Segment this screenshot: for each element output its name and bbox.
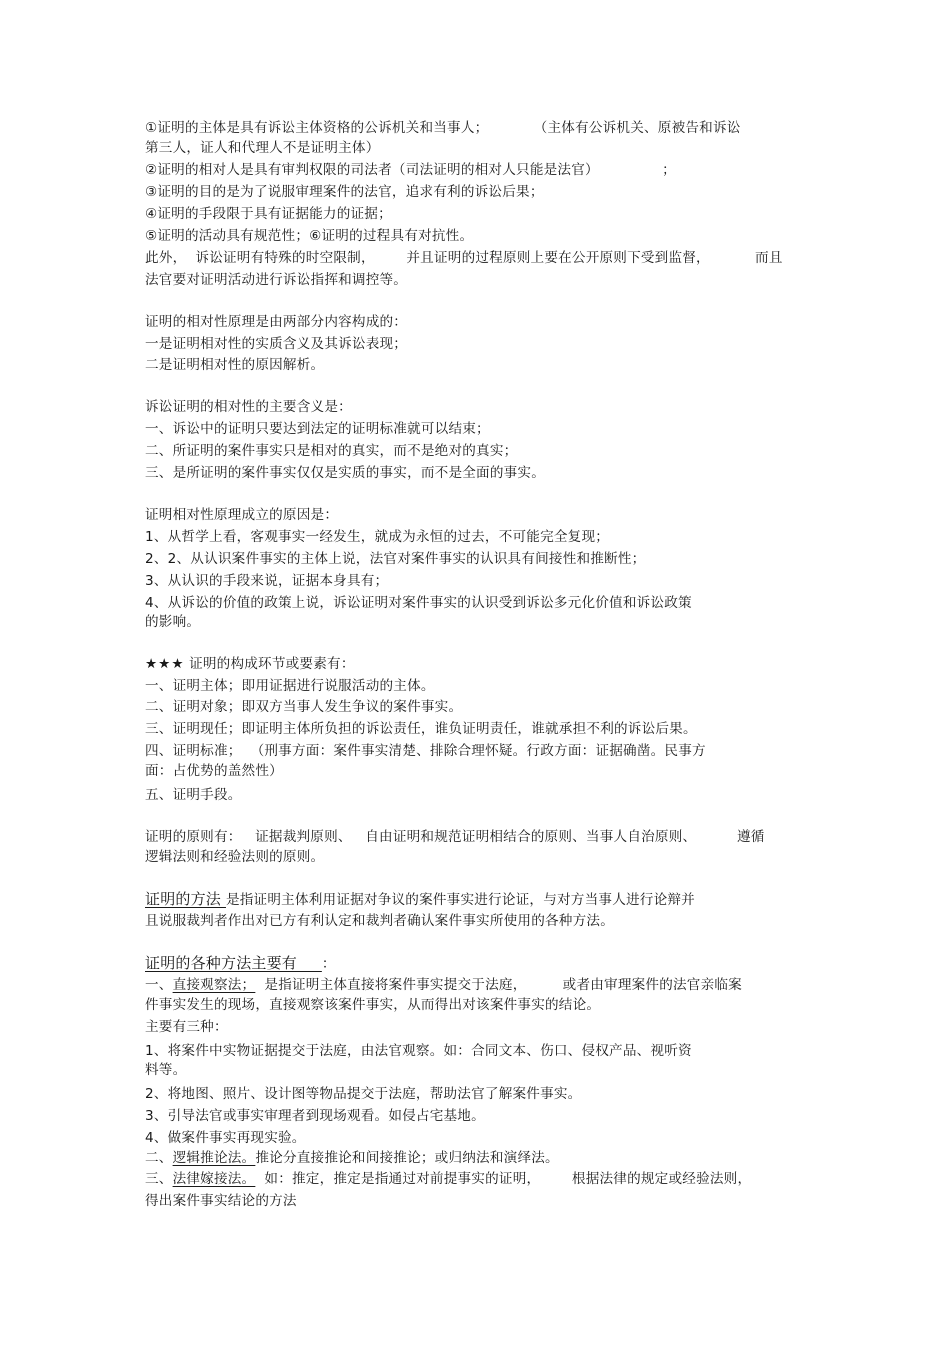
text-line: 2、2、从认识案件事实的主体上说，法官对案件事实的认识具有间接性和推断性； [145, 551, 646, 567]
list-item: 2、将地图、照片、设计图等物品提交于法庭，帮助法官了解案件事实。 [145, 1086, 582, 1102]
elements-heading [145, 654, 355, 674]
list-item: 料等。 [145, 1062, 187, 1078]
method-definition-text: 是指证明主体利用证据对争议的案件事实进行论证，与对方当事人进行论辩并 [225, 892, 695, 908]
methods-heading-colon: ： [321, 956, 336, 972]
text-line: 三、是所证明的案件事实仅仅是实质的事实，而不是全面的事实。 [145, 465, 546, 481]
method-text: 如：推定，推定是指通过对前提事实的证明， 根据法律的规定或经验法则， [255, 1171, 752, 1187]
methods-heading-text: 证明的各种方法主要有 [145, 954, 322, 972]
text-line: 第三人，证人和代理人不是证明主体） [145, 140, 380, 156]
method-term: 直接观察法； [172, 977, 256, 993]
text-line: 二、所证明的案件事实只是相对的真实，而不是绝对的真实； [145, 443, 518, 459]
list-item: 1、将案件中实物证据提交于法庭，由法官观察。如：合同文本、伤口、侵权产品、视听资 [145, 1043, 692, 1059]
method-prefix: 一、 [145, 977, 173, 993]
text-line: 4、从诉讼的价值的政策上说，诉讼证明对案件事实的认识受到诉讼多元化价值和诉讼政策 [145, 595, 692, 611]
method-prefix: 二、 [145, 1150, 173, 1166]
text-line: 3、从认识的手段来说，证据本身具有； [145, 573, 389, 589]
method-prefix: 三、 [145, 1171, 173, 1187]
method-term: 逻辑推论法。 [172, 1150, 256, 1166]
list-item: 五、证明手段。 [145, 787, 242, 803]
text-line: ①证明的主体是具有诉讼主体资格的公诉机关和当事人； （主体有公诉机关、原被告和诉讼 [145, 120, 741, 136]
list-item: 面：占优势的盖然性） [145, 763, 283, 779]
method-text: 是指证明主体直接将案件事实提交于法庭， 或者由审理案件的法官亲临案 [255, 977, 742, 993]
list-item: 二、证明对象；即双方当事人发生争议的案件事实。 [145, 699, 463, 715]
method-term: 法律嫁接法。 [172, 1171, 256, 1187]
text-line: 证明的相对性原理是由两部分内容构成的： [145, 314, 408, 330]
text-line: ②证明的相对人是具有审判权限的司法者（司法证明的相对人只能是法官） ； [145, 162, 676, 178]
text-line: 法官要对证明活动进行诉讼指挥和调控等。 [145, 272, 408, 288]
text-line: 且说服裁判者作出对已方有利认定和裁判者确认案件事实所使用的各种方法。 [145, 913, 614, 929]
text-line: 证明相对性原理成立的原因是： [145, 507, 339, 523]
principles-line: 逻辑法则和经验法则的原则。 [145, 849, 325, 865]
method-item [145, 975, 742, 995]
text-line: 二是证明相对性的原因解析。 [145, 357, 325, 373]
text-line: 1、从哲学上看，客观事实一经发生，就成为永恒的过去，不可能完全复现； [145, 529, 610, 545]
method-term: 证明的方法 [145, 890, 226, 908]
text-line: 此外， 诉讼证明有特殊的时空限制， 并且证明的过程原则上要在公开原则下受到监督， 而且 [145, 250, 783, 266]
text-line: ③证明的目的是为了说服审理案件的法官，追求有利的诉讼后果； [145, 184, 544, 200]
list-item: 四、证明标准； （刑事方面：案件事实清楚、排除合理怀疑。行政方面：证据确凿。民事方 [145, 743, 706, 759]
text-line: 一是证明相对性的实质含义及其诉讼表现； [145, 336, 408, 352]
method-text: 推论分直接推论和间接推论；或归纳法和演绎法。 [255, 1150, 559, 1166]
text-line: ⑤证明的活动具有规范性；⑥证明的过程具有对抗性。 [145, 228, 474, 244]
method-item [145, 1169, 751, 1189]
text-line: 的影响。 [145, 614, 201, 630]
method-definition [145, 889, 695, 910]
list-item: 一、证明主体；即用证据进行说服活动的主体。 [145, 678, 435, 694]
text-line: 件事实发生的现场，直接观察该案件事实，从而得出对该案件事实的结论。 [145, 997, 601, 1013]
list-item: 3、引导法官或事实审理者到现场观看。如侵占宅基地。 [145, 1108, 485, 1124]
list-item: 三、证明现任；即证明主体所负担的诉讼责任，谁负证明责任，谁就承担不利的诉讼后果。 [145, 721, 697, 737]
method-item [145, 1148, 559, 1168]
text-line: 诉讼证明的相对性的主要含义是： [145, 399, 352, 415]
text-line: 一、诉讼中的证明只要达到法定的证明标准就可以结束； [145, 421, 490, 437]
elements-heading-text: 证明的构成环节或要素有： [184, 656, 355, 672]
text-line: 得出案件事实结论的方法 [145, 1193, 297, 1209]
methods-heading [145, 953, 336, 974]
star-icon: ★★★ [145, 656, 185, 672]
list-item: 4、做案件事实再现实验。 [145, 1130, 306, 1146]
text-line: 主要有三种： [145, 1019, 228, 1035]
text-line: ④证明的手段限于具有证据能力的证据； [145, 206, 392, 222]
principles-line: 证明的原则有： 证据裁判原则、 自由证明和规范证明相结合的原则、当事人自治原则、 遵循 [145, 829, 765, 845]
